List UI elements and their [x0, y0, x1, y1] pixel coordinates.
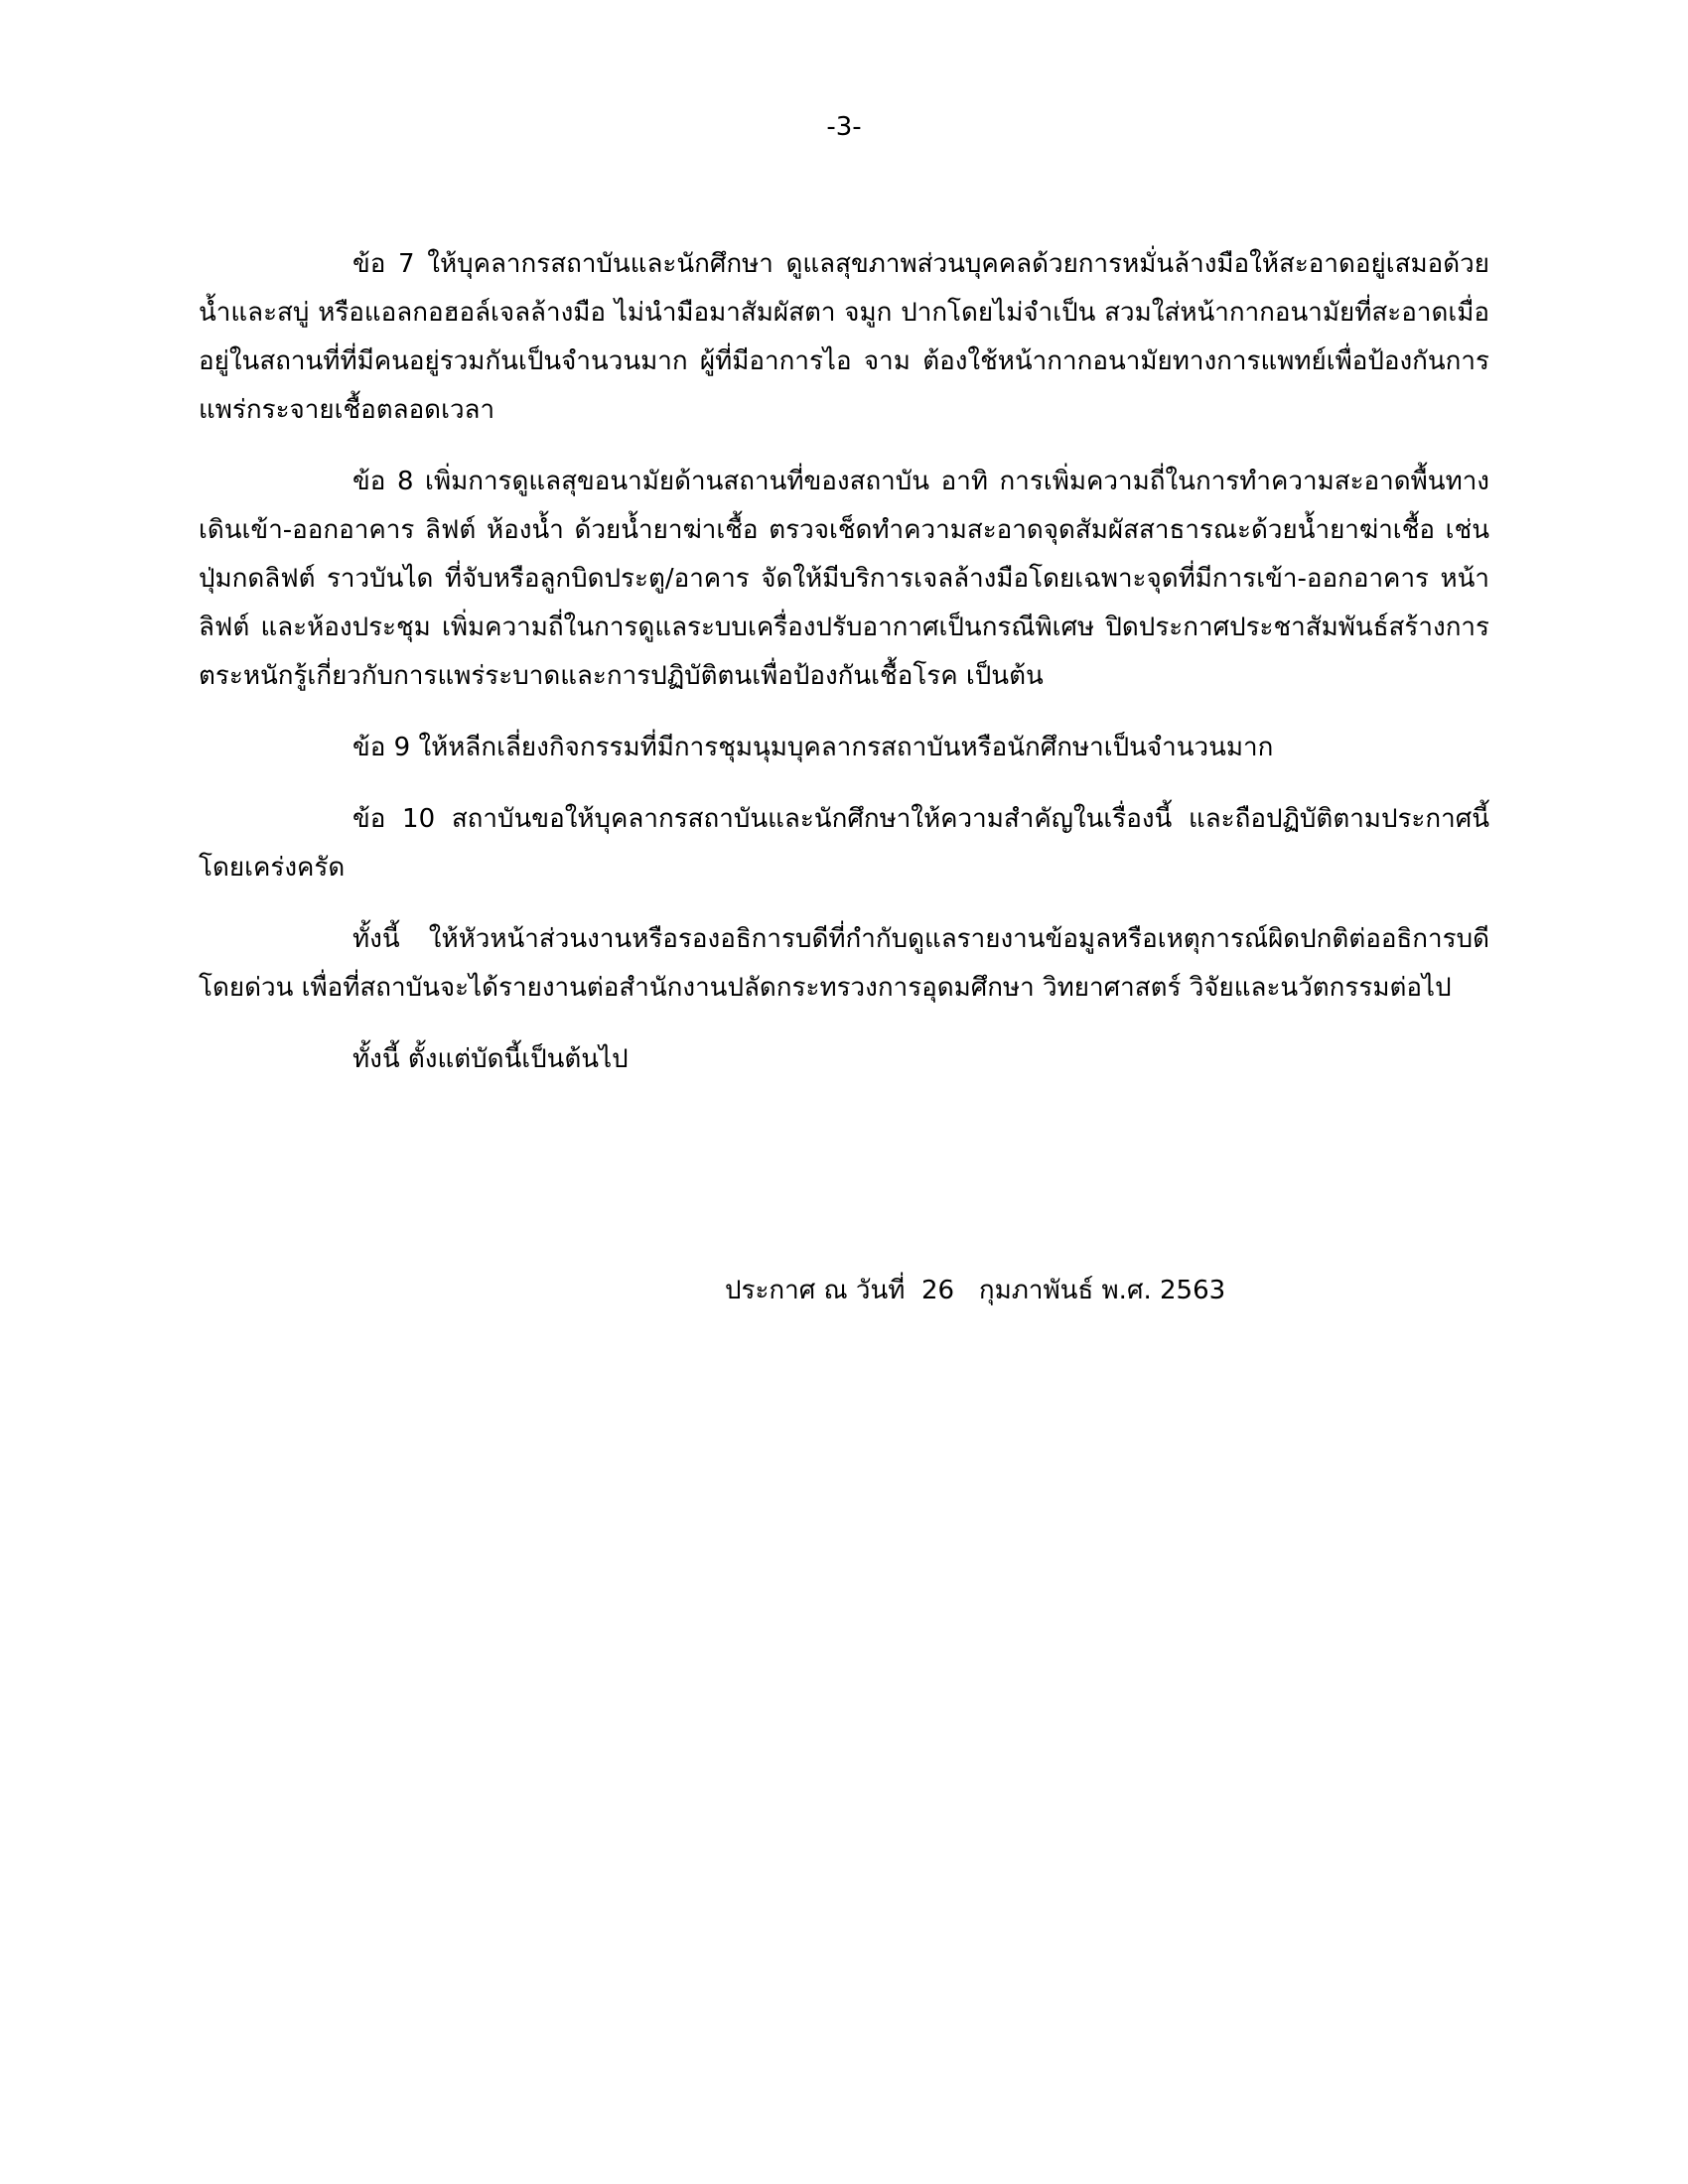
announcement-era: พ.ศ. [1101, 1276, 1152, 1305]
announcement-prefix: ประกาศ ณ วันที่ [725, 1276, 906, 1305]
paragraph-clause-10: ข้อ 10 สถาบันขอให้บุคลากรสถาบันและนักศึกษาให้ความสำคัญในเรื่องนี้ และถือปฏิบัติตามประกาศนี้โดยเคร่งครัด [199, 804, 1489, 883]
announcement-month: กุมภาพันธ์ [978, 1276, 1094, 1305]
announcement-day: 26 [920, 1276, 955, 1305]
announcement-year: 2563 [1159, 1276, 1226, 1305]
paragraph-clause-8: ข้อ 8 เพิ่มการดูแลสุขอนามัยด้านสถานที่ของสถาบัน อาทิ การเพิ่มความถี่ในการทำความสะอาดพื้นทางเดินเข้า-ออกอาคาร ลิฟต์ ห้องน้ำ ด้วยน้ำยาฆ่าเชื้อ ตรวจเช็ดทำความสะอาดจุดสัมผัสสาธารณะด้วยน้ำยาฆ่าเชื้อ เช่น ปุ่มกดลิฟต์ ราวบันได ที่จับหรือลูกบิดประตู/อาคาร จัดให้มีบริการเจลล้างมือโดยเฉพาะจุดที่มีการเข้า-ออกอาคาร หน้าลิฟต์ และห้องประชุม เพิ่มความถี่ในการดูแลระบบเครื่องปรับอากาศเป็นกรณีพิเศษ ปิดประกาศประชาสัมพันธ์สร้างการตระหนักรู้เกี่ยวกับการแพร่ระบาดและการปฏิบัติตนเพื่อป้องกันเชื้อโรค เป็นต้น [199, 467, 1489, 691]
paragraph-reporting: ทั้งนี้ ให้หัวหน้าส่วนงานหรือรองอธิการบดีที่กำกับดูแลรายงานข้อมูลหรือเหตุการณ์ผิดปกติต่ออธิการบดีโดยด่วน เพื่อที่สถาบันจะได้รายงานต่อสำนักงานปลัดกระทรวงการอุดมศึกษา วิทยาศาสตร์ วิจัยและนวัตกรรมต่อไป [199, 924, 1489, 1003]
paragraph-effective: ทั้งนี้ ตั้งแต่บัดนี้เป็นต้นไป [352, 1044, 629, 1074]
document-body [199, 240, 1489, 1107]
paragraph-clause-7: ข้อ 7 ให้บุคลากรสถาบันและนักศึกษา ดูแลสุขภาพส่วนบุคคลด้วยการหมั่นล้างมือให้สะอาดอยู่เสมอด้วยน้ำและสบู่ หรือแอลกอฮอล์เจลล้างมือ ไม่นำมือมาสัมผัสตา จมูก ปากโดยไม่จำเป็น สวมใส่หน้ากากอนามัยที่สะอาดเมื่ออยู่ในสถานที่ที่มีคนอยู่รวมกันเป็นจำนวนมาก ผู้ที่มีอาการไอ จาม ต้องใช้หน้ากากอนามัยทางการแพทย์เพื่อป้องกันการแพร่กระจายเชื้อตลอดเวลา [199, 249, 1489, 425]
page-number: -3- [826, 112, 862, 142]
paragraph-clause-9: ข้อ 9 ให้หลีกเลี่ยงกิจกรรมที่มีการชุมนุมบุคลากรสถาบันหรือนักศึกษาเป็นจำนวนมาก [352, 733, 1274, 762]
announcement-date [725, 1267, 1225, 1315]
